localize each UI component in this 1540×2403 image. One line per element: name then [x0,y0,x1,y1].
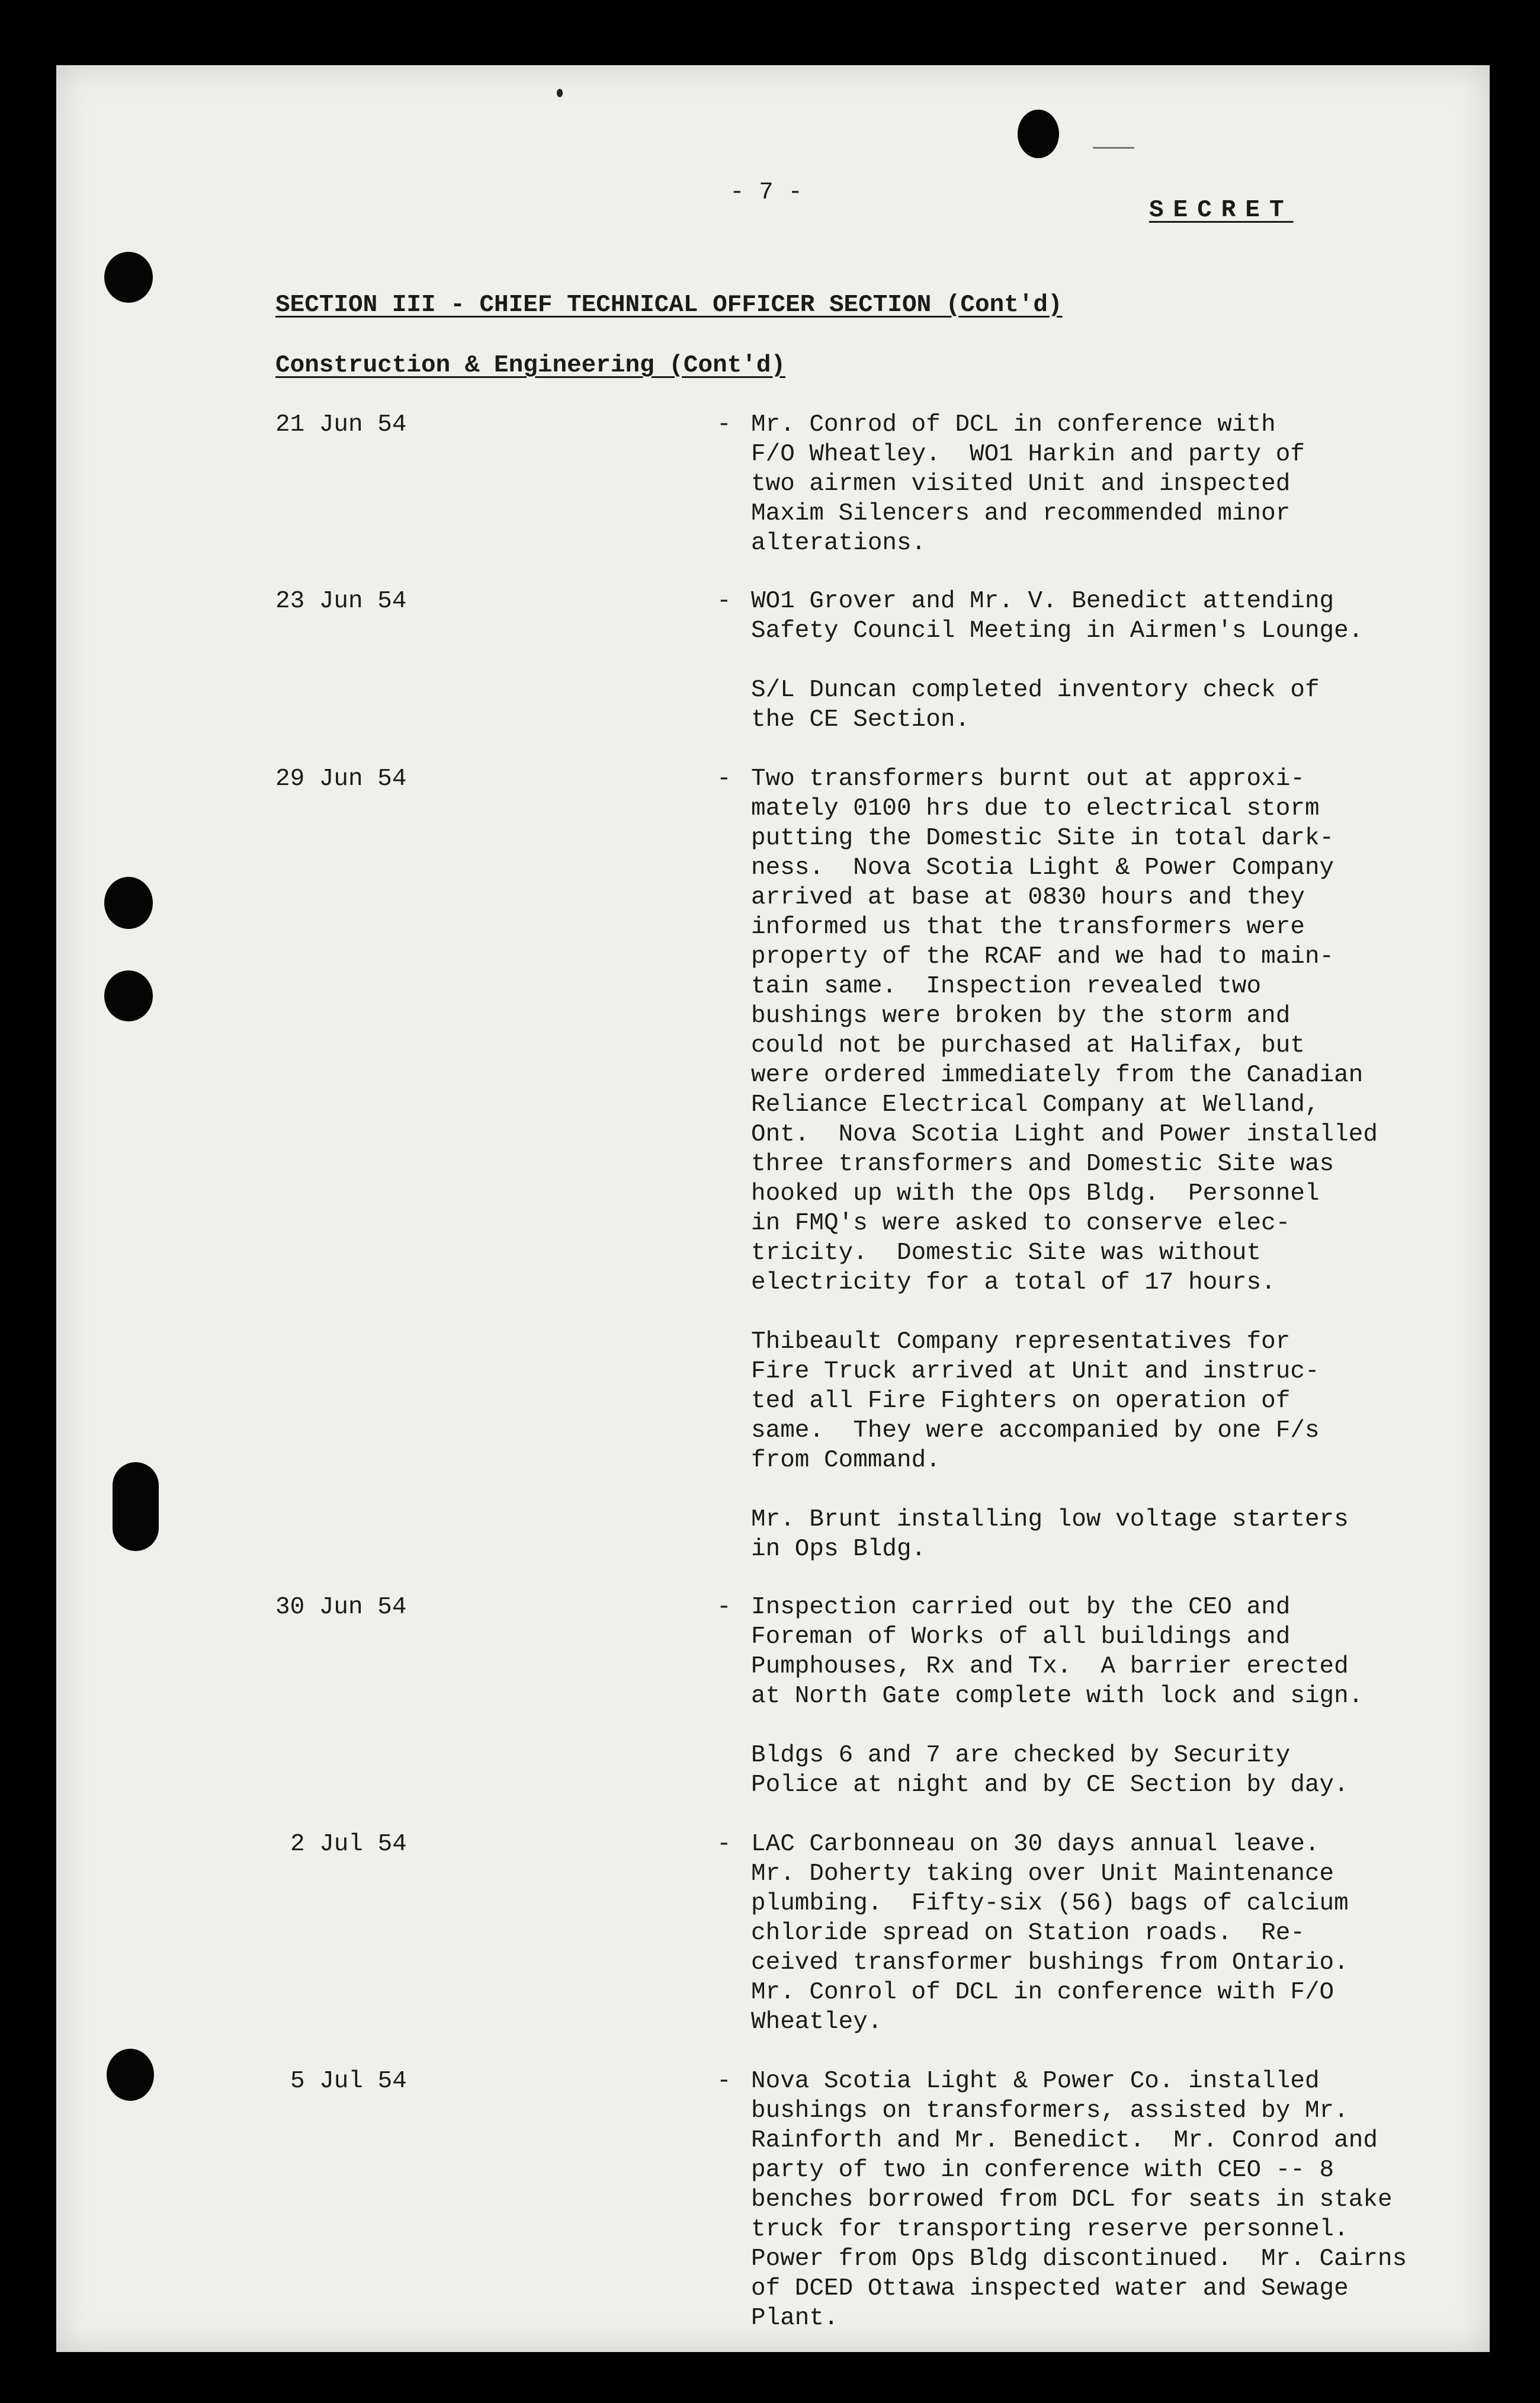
entry-text-line: benches borrowed from DCL for seats in stake [751,2186,1393,2213]
entry-text-line: alterations. [751,530,926,557]
entry-text-line: Police at night and by CE Section by day. [751,1771,1349,1799]
entry-dash: - [717,765,732,793]
entry-text-line: two airmen visited Unit and inspected [751,470,1291,498]
entry-text-line: LAC Carbonneau on 30 days annual leave. [751,1831,1320,1858]
entry-text-line: the CE Section. [751,706,970,733]
entry-text-line: WO1 Grover and Mr. V. Benedict attending [751,588,1334,615]
entry-date: 30 Jun 54 [275,1594,407,1621]
entry-text-line: Rainforth and Mr. Benedict. Mr. Conrod and [751,2127,1378,2154]
punch-hole-left-4 [113,1462,159,1551]
entry-text-line: tricity. Domestic Site was without [751,1239,1262,1267]
entry-text-line: from Command. [751,1447,941,1474]
entry-text-line: informed us that the transformers were [751,914,1305,941]
entry-dash: - [717,588,732,615]
entry-text-line: Mr. Brunt installing low voltage starters [751,1506,1349,1533]
entry-text-line: same. They were accompanied by one F/s [751,1417,1320,1444]
entry-text-line: hooked up with the Ops Bldg. Personnel [751,1180,1320,1207]
classification-marking: SECRET [1149,197,1294,224]
entry-text-line: could not be purchased at Halifax, but [751,1032,1305,1059]
entry-text-line: Fire Truck arrived at Unit and instruc- [751,1358,1320,1385]
entry-text-line: electricity for a total of 17 hours. [751,1269,1276,1296]
entry-text-line: Thibeault Company representatives for [751,1328,1291,1356]
punch-hole-top-right [1018,110,1059,158]
entry-text-line: F/O Wheatley. WO1 Harkin and party of [751,441,1305,468]
entry-text-line: Bldgs 6 and 7 are checked by Security [751,1742,1291,1769]
punch-hole-left-2 [104,877,153,929]
entry-text-line: Wheatley. [751,2008,883,2036]
entry-text-line: were ordered immediately from the Canadian [751,1062,1363,1089]
entry-text-line: three transformers and Domestic Site was [751,1151,1334,1178]
entry-text-line: Mr. Doherty taking over Unit Maintenance [751,1860,1334,1888]
entry-text-line: Power from Ops Bldg discontinued. Mr. Cairns [751,2245,1407,2273]
entry-text-line: Mr. Conrol of DCL in conference with F/O [751,1979,1334,2006]
subsection-title: Construction & Engineering (Cont'd) [275,352,786,379]
entry-text-line: Two transformers burnt out at approxi- [751,765,1305,793]
entry-text-line: bushings on transformers, assisted by Mr. [751,2097,1349,2125]
entry-text-line: Nova Scotia Light & Power Co. installed [751,2068,1320,2095]
stray-mark [1093,147,1134,149]
entry-text-line: Ont. Nova Scotia Light and Power installed [751,1121,1378,1148]
entry-text-line: S/L Duncan completed inventory check of [751,677,1320,704]
entry-text-line: property of the RCAF and we had to main- [751,943,1334,970]
section-title: SECTION III - CHIEF TECHNICAL OFFICER SECTION (Cont'd) [275,291,1063,319]
entry-date: 29 Jun 54 [275,765,407,793]
entry-text-line: putting the Domestic Site in total dark- [751,825,1334,852]
entry-text-line: of DCED Ottawa inspected water and Sewage [751,2275,1349,2302]
entry-dash: - [717,2068,732,2095]
entry-text-line: Reliance Electrical Company at Welland, [751,1091,1320,1119]
entry-dash: - [717,1831,732,1858]
entry-date: 5 Jul 54 [290,2068,407,2095]
entry-dash: - [717,411,732,438]
entry-date: 23 Jun 54 [275,588,407,615]
entry-text-line: in Ops Bldg. [751,1536,926,1563]
entry-dash: - [717,1594,732,1621]
page-number: - 7 - [730,179,803,206]
punch-hole-left-3 [104,970,153,1021]
entry-date: 21 Jun 54 [275,411,407,438]
entry-text-line: Inspection carried out by the CEO and [751,1594,1291,1621]
entry-text-line: chloride spread on Station roads. Re- [751,1920,1305,1947]
entry-text-line: ceived transformer bushings from Ontario. [751,1949,1349,1976]
entry-date: 2 Jul 54 [290,1831,407,1858]
entry-text-line: mately 0100 hrs due to electrical storm [751,795,1320,822]
entry-text-line: Maxim Silencers and recommended minor [751,500,1291,527]
stray-mark [557,89,563,97]
entry-text-line: Foreman of Works of all buildings and [751,1623,1291,1651]
entry-text-line: bushings were broken by the storm and [751,1002,1291,1030]
punch-hole-left-1 [104,252,153,303]
entry-text-line: ness. Nova Scotia Light & Power Company [751,854,1334,882]
entry-text-line: tain same. Inspection revealed two [751,973,1262,1000]
punch-hole-left-5 [107,2049,154,2101]
entry-text-line: plumbing. Fifty-six (56) bags of calcium [751,1890,1349,1917]
entry-text-line: Pumphouses, Rx and Tx. A barrier erected [751,1653,1349,1680]
entry-text-line: party of two in conference with CEO -- 8 [751,2157,1334,2184]
entry-text-line: truck for transporting reserve personnel. [751,2216,1349,2243]
entry-text-line: at North Gate complete with lock and sign. [751,1683,1363,1710]
entry-text-line: arrived at base at 0830 hours and they [751,884,1305,911]
entry-text-line: Mr. Conrod of DCL in conference with [751,411,1276,438]
entry-text-line: ted all Fire Fighters on operation of [751,1388,1291,1415]
entry-text-line: in FMQ's were asked to conserve elec- [751,1210,1291,1237]
entry-text-line: Safety Council Meeting in Airmen's Lounge. [751,617,1363,645]
entry-text-line: Plant. [751,2305,839,2332]
